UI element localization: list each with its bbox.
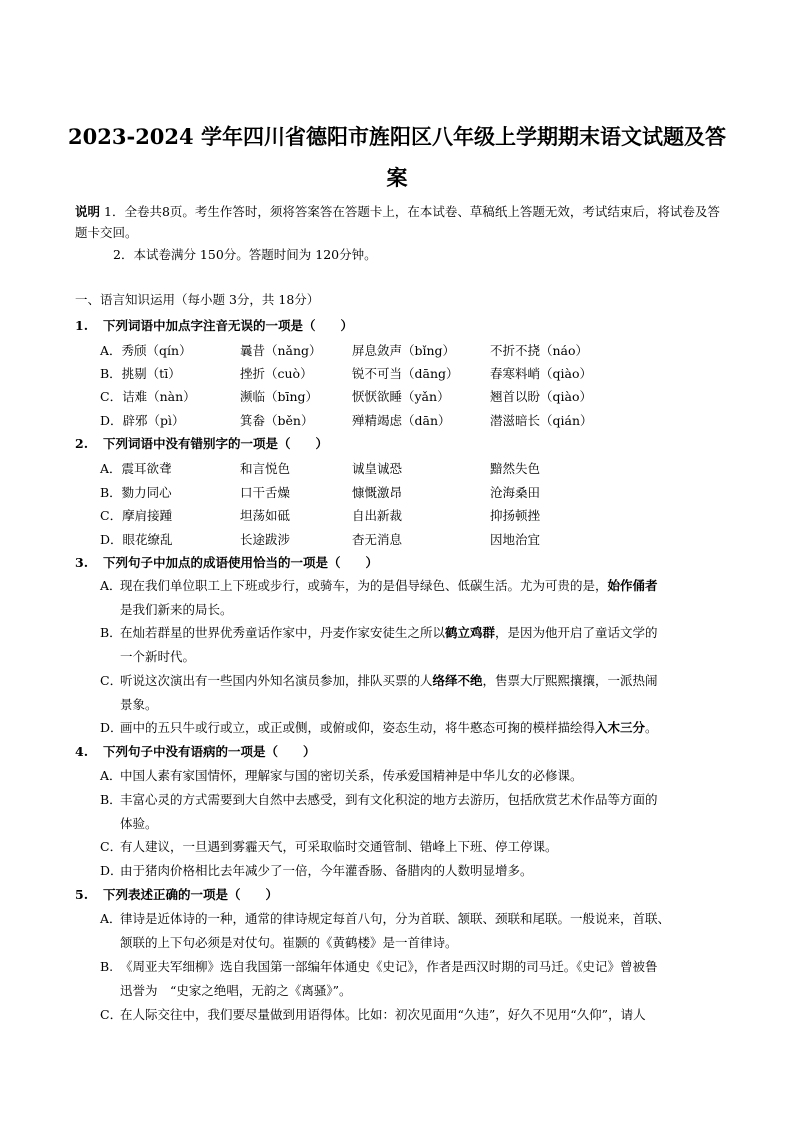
option-text: 中国人素有家国情怀，理解家与国的密切关系，传承爱国精神是中华儿女的必修课。: [120, 768, 583, 783]
question-number: 4.: [75, 744, 89, 759]
question-text: 下列句子中没有语病的一项是（ ）: [103, 744, 316, 759]
option-cell: 锐不可当（dāng）: [352, 366, 459, 381]
section-heading: 一、语言知识运用（每小题 3分，共 18分）: [75, 292, 320, 307]
option-cell: 抑扬顿挫: [490, 508, 541, 523]
option-text: 在灿若群星的世界优秀童话作家中，丹麦作家安徒生之所以: [120, 625, 446, 640]
question-4-stem: [75, 742, 316, 760]
option-cell: 翘首以盼（qiào）: [490, 389, 592, 404]
page-title: 2023-2024 学年四川省德阳市旌阳区八年级上学期期末语文试题及答: [68, 124, 726, 149]
highlighted-phrase: 鹤立鸡群: [445, 625, 496, 640]
question-number: 3.: [75, 555, 89, 570]
q3-option-c: [100, 669, 728, 717]
option-text: 在人际交往中，我们要尽量做到用语得体。比如：初次见面用“久违”，好久不见用“久仰”，请人: [120, 1007, 646, 1022]
option-cell: D．眼花缭乱: [100, 532, 173, 547]
option-cell: 因地治宜: [490, 532, 541, 547]
option-cell: 不折不挠（náo）: [490, 343, 589, 358]
option-text-continued: 体验。: [120, 816, 158, 831]
q4-option-a: [100, 764, 728, 788]
option-cell: B．挑剔（tī）: [100, 366, 181, 381]
option-cell: C．摩肩接踵: [100, 508, 173, 523]
question-text: 下列句子中加点的成语使用恰当的一项是（ ）: [103, 555, 379, 570]
highlighted-phrase: 始作俑者: [607, 578, 658, 593]
option-cell: A．震耳欲聋: [100, 461, 172, 476]
question-3-stem: [75, 553, 378, 571]
q5-option-b: [100, 955, 728, 1003]
option-cell: 春寒料峭（qiào）: [490, 366, 592, 381]
option-label: A．: [100, 911, 122, 926]
question-text: 下列词语中没有错别字的一项是（ ）: [103, 436, 329, 451]
option-text: ，是因为他开启了童话文学的: [495, 625, 658, 640]
question-number: 5.: [75, 887, 89, 902]
option-cell: 坦荡如砥: [240, 508, 291, 523]
option-label: A．: [100, 768, 122, 783]
option-cell: 殚精竭虑（dān）: [352, 413, 451, 428]
highlighted-phrase: 入木三分: [595, 720, 646, 735]
highlighted-phrase: 络绎不绝: [432, 673, 483, 688]
option-label: B.: [100, 959, 114, 974]
option-text: 丰富心灵的方式需要到大自然中去感受，到有文化积淀的地方去游历，包括欣赏艺术作品等方面的: [120, 792, 658, 807]
question-number: 2.: [75, 436, 89, 451]
option-label: D．: [100, 863, 123, 878]
option-cell: B．勠力同心: [100, 485, 172, 500]
option-text: 现在我们单位职工上下班或步行，或骑车，为的是倡导绿色、低碳生活。尤为可贵的是，: [120, 578, 608, 593]
option-cell: 口干舌燥: [240, 485, 291, 500]
option-text-continued: 是我们新来的局长。: [120, 602, 233, 617]
option-text: 有人建议，一旦遇到雾霾天气，可采取临时交通管制、错峰上下班、停工停课。: [120, 839, 558, 854]
instructions-text-1: 1．全卷共8页。考生作答时，须将答案答在答题卡上，在本试卷、草稿纸上答题无效，考试结束后，将试卷及答题卡交回。: [75, 204, 720, 240]
option-text: 听说这次演出有一些国内外知名演员参加，排队买票的人: [120, 673, 433, 688]
question-text: 下列表述正确的一项是（ ）: [103, 887, 279, 902]
q5-option-c: [100, 1003, 728, 1027]
option-cell: 箕畚（běn）: [240, 413, 314, 428]
option-cell: 屏息敛声（bǐng）: [352, 343, 456, 358]
option-text-continued: 颔联的上下句必须是对仗句。崔颢的《黄鹤楼》是一首律诗。: [120, 935, 458, 950]
option-text-continued: 景象。: [120, 697, 158, 712]
q4-option-d: [100, 859, 728, 883]
option-cell: 濒临（bīng）: [240, 389, 319, 404]
option-cell: A．秀颀（qín）: [100, 343, 192, 358]
option-label: B．: [100, 625, 122, 640]
option-label: C．: [100, 1007, 123, 1022]
option-text: 。: [645, 720, 658, 735]
option-text: 画中的五只牛或行或立，或正或侧，或俯或仰，姿态生动，将牛憨态可掬的模样描绘得: [120, 720, 596, 735]
option-label: C．: [100, 839, 123, 854]
option-text: ，售票大厅熙熙攘攘，一派热闹: [482, 673, 658, 688]
q3-option-a: [100, 574, 728, 622]
q4-option-c: [100, 835, 728, 859]
option-label: C．: [100, 673, 123, 688]
option-cell: 挫折（cuò）: [240, 366, 313, 381]
question-text: 下列词语中加点字注音无误的一项是（ ）: [103, 318, 354, 333]
instructions-label: 说明: [75, 204, 101, 219]
option-cell: 潜滋暗长（qián）: [490, 413, 593, 428]
option-text: 律诗是近体诗的一种，通常的律诗规定每首八句，分为首联、颔联、颈联和尾联。一般说来，首联、: [120, 911, 671, 926]
q5-option-a: [100, 907, 728, 955]
page-title-continued: 案: [386, 165, 408, 190]
option-cell: 长途跋涉: [240, 532, 291, 547]
instructions-1: [75, 201, 725, 243]
option-cell: 恹恹欲睡（yǎn）: [352, 389, 450, 404]
option-text-continued: 一个新时代。: [120, 649, 196, 664]
option-cell: 和言悦色: [240, 461, 291, 476]
question-number: 1.: [75, 318, 89, 333]
question-2-stem: [75, 434, 328, 452]
option-cell: C．诘难（nàn）: [100, 389, 196, 404]
option-cell: 曩昔（nǎng）: [240, 343, 322, 358]
question-5-stem: [75, 885, 278, 903]
instructions-2: 2．本试卷满分 150分。答题时间为 120分钟。: [113, 247, 377, 262]
option-cell: 诚皇诚恐: [352, 461, 403, 476]
option-label: A．: [100, 578, 122, 593]
q3-option-d: [100, 716, 728, 740]
option-cell: 杳无消息: [352, 532, 403, 547]
option-cell: 自出新裁: [352, 508, 403, 523]
question-1-stem: [75, 316, 353, 334]
q4-option-b: [100, 788, 728, 836]
option-label: B．: [100, 792, 122, 807]
option-text: 由于猪肉价格相比去年减少了一倍，今年灌香肠、备腊肉的人数明显增多。: [120, 863, 533, 878]
option-cell: 慷慨激昂: [352, 485, 403, 500]
option-text-continued: 迅誉为 “史家之绝唱，无韵之《离骚》”。: [120, 983, 352, 998]
option-cell: 黯然失色: [490, 461, 541, 476]
option-cell: 沧海桑田: [490, 485, 541, 500]
option-text: 《周亚夫军细柳》选自我国第一部编年体通史《史记》，作者是西汉时期的司马迁。《史记》曾被鲁: [120, 959, 658, 974]
option-label: D．: [100, 720, 123, 735]
option-cell: D．辟邪（pì）: [100, 413, 185, 428]
q3-option-b: [100, 621, 728, 669]
